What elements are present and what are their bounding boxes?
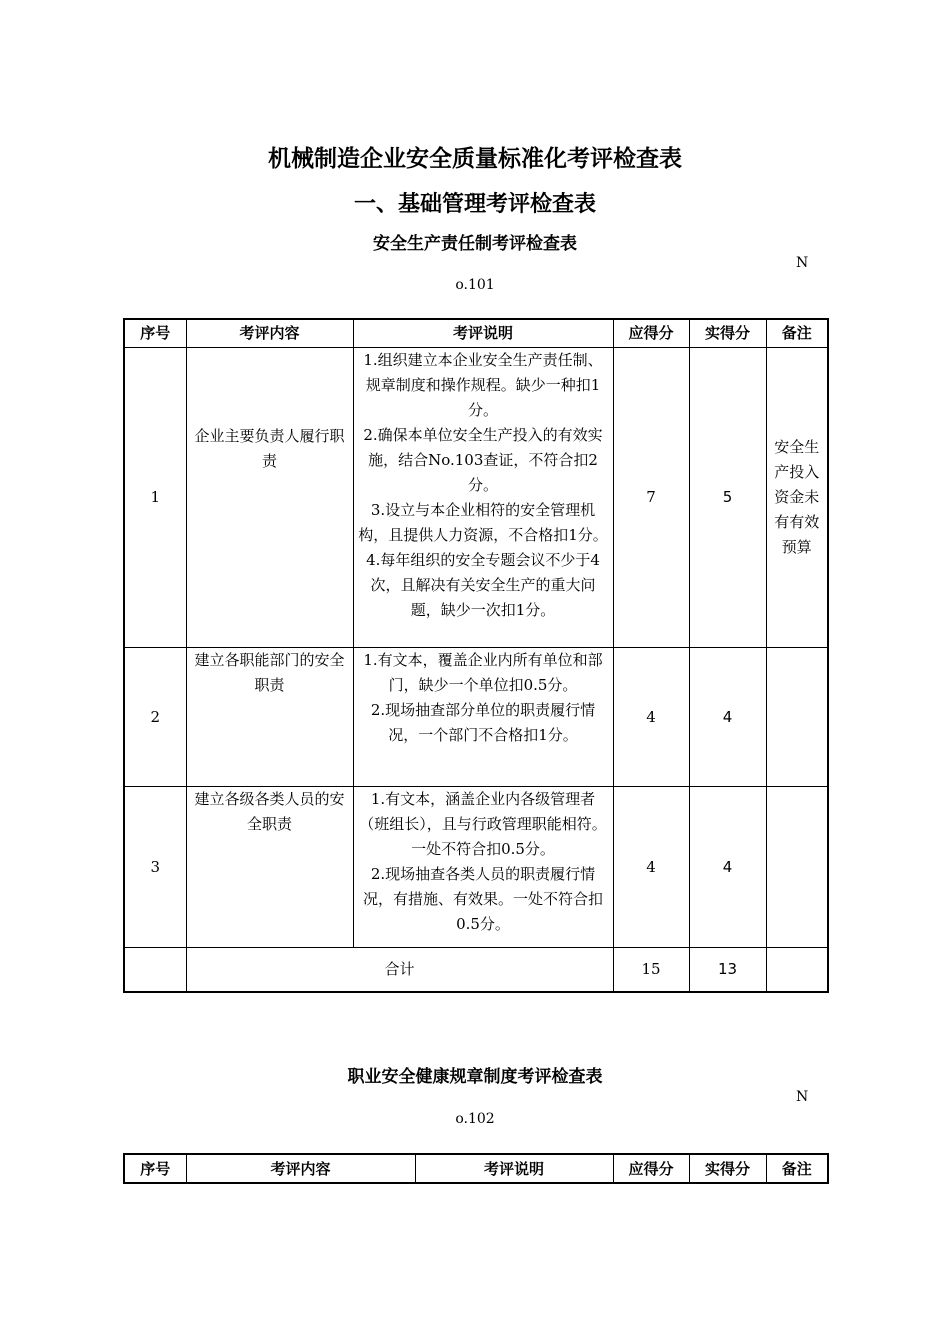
table-1-header-row: [124, 319, 828, 348]
row-content: 企业主要负责人履行职责: [186, 348, 353, 648]
header-content: 考评内容: [186, 319, 353, 348]
row-remark: 安全生产投入资金未有有效预算: [766, 348, 828, 648]
row-actual-score: 4: [689, 648, 766, 787]
total-label: 合计: [186, 948, 613, 992]
document-title: 机械制造企业安全质量标准化考评检查表: [268, 146, 682, 172]
table-row: [124, 648, 828, 787]
total-remark-empty: [766, 948, 828, 992]
header-seq: 序号: [124, 319, 186, 348]
description-item: 3.设立与本企业相符的安全管理机构，且提供人力资源，不合格扣1分。: [358, 501, 608, 544]
table-1-number: o.101: [455, 277, 495, 293]
description-item: 1.有文本，覆盖企业内所有单位和部门，缺少一个单位扣0.5分。: [363, 651, 603, 694]
row-description: [353, 787, 613, 948]
table-2-number-prefix: N: [796, 1089, 809, 1105]
table-2-number: o.102: [455, 1111, 495, 1127]
description-item: 2.现场抽查部分单位的职责履行情况，一个部门不合格扣1分。: [370, 701, 596, 744]
description-item: 2.确保本单位安全生产投入的有效实施，结合No.103查证，不符合扣2分。: [363, 426, 603, 494]
row-description: [353, 648, 613, 787]
description-item: 1.组织建立本企业安全生产责任制、规章制度和操作规程。缺少一种扣1分。: [363, 351, 603, 419]
header-remark: 备注: [766, 319, 828, 348]
row-content: 建立各级各类人员的安全职责: [186, 787, 353, 948]
table-row: [124, 348, 828, 648]
row-actual-score: 5: [689, 348, 766, 648]
total-seq-empty: [124, 948, 186, 992]
table-2-header-row: [124, 1154, 828, 1183]
header-actual-score: 实得分: [689, 1154, 766, 1183]
row-seq: 2: [124, 648, 186, 787]
header-actual-score: 实得分: [689, 319, 766, 348]
total-should-score: 15: [613, 948, 689, 992]
row-seq: 1: [124, 348, 186, 648]
row-should-score: 4: [613, 648, 689, 787]
table-row: [124, 787, 828, 948]
row-actual-score: 4: [689, 787, 766, 948]
description-item: 4.每年组织的安全专题会议不少于4次，且解决有关安全生产的重大问题，缺少一次扣1分。: [366, 551, 600, 619]
total-actual-score: 13: [689, 948, 766, 992]
row-seq: 3: [124, 787, 186, 948]
section-title: 一、基础管理考评检查表: [353, 192, 596, 217]
row-description: [353, 348, 613, 648]
row-remark: [766, 648, 828, 787]
row-remark: [766, 787, 828, 948]
description-item: 1.有文本，涵盖企业内各级管理者（班组长），且与行政管理职能相符。一处不符合扣0.5分。: [359, 790, 607, 858]
description-item: 2.现场抽查各类人员的职责履行情况，有措施、有效果。一处不符合扣0.5分。: [362, 865, 603, 933]
row-should-score: 7: [613, 348, 689, 648]
header-remark: 备注: [766, 1154, 828, 1183]
table-1-title: 安全生产责任制考评检查表: [373, 234, 577, 254]
header-should-score: 应得分: [613, 1154, 689, 1183]
table-total-row: [124, 948, 828, 992]
header-description: 考评说明: [415, 1154, 613, 1183]
row-should-score: 4: [613, 787, 689, 948]
table-1-number-prefix: N: [796, 255, 809, 271]
header-content: 考评内容: [186, 1154, 415, 1183]
row-content: 建立各职能部门的安全职责: [186, 648, 353, 787]
header-seq: 序号: [124, 1154, 186, 1183]
header-should-score: 应得分: [613, 319, 689, 348]
table-2-title: 职业安全健康规章制度考评检查表: [347, 1067, 603, 1087]
table-2: [123, 1153, 829, 1184]
table-1: [123, 318, 829, 993]
header-description: 考评说明: [353, 319, 613, 348]
